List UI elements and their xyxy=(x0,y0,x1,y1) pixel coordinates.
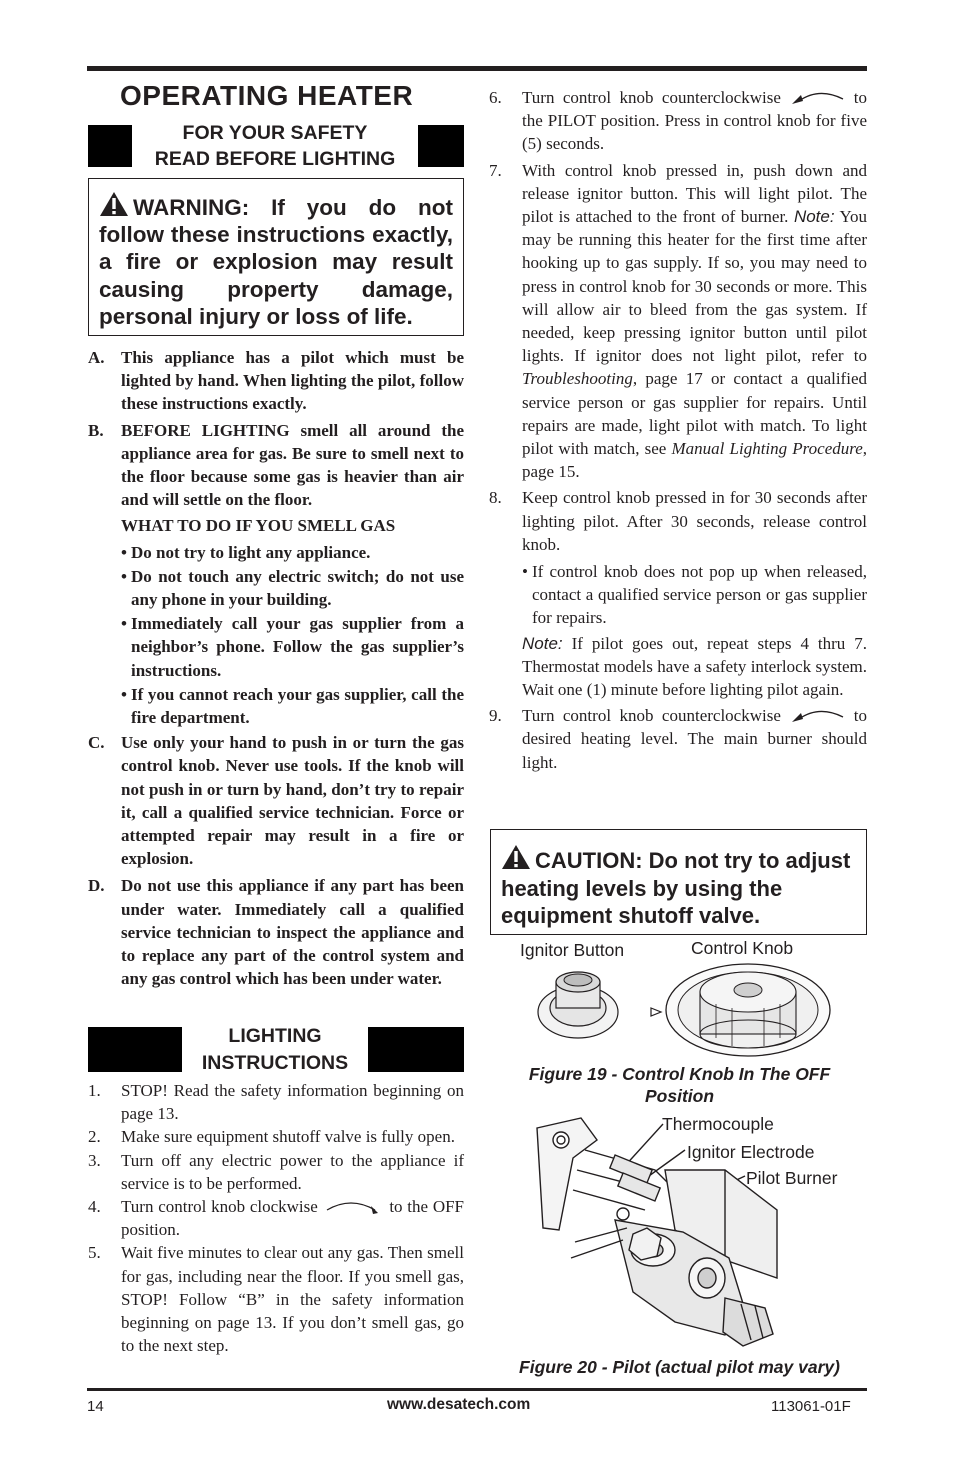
step-1: 1. STOP! Read the safety information beginning on page 13. xyxy=(88,1081,464,1124)
document-code: 113061-01F xyxy=(771,1398,851,1415)
control-knob-figure xyxy=(530,960,840,1060)
ref-manual-lighting: Manual Lighting Procedure xyxy=(671,439,863,459)
note-label: Note: xyxy=(793,207,835,227)
caution-box xyxy=(490,829,867,935)
smell-gas-heading: WHAT TO DO IF YOU SMELL GAS xyxy=(121,516,396,536)
list-item: • If you cannot reach your gas supplier, call the fire department. xyxy=(121,684,464,728)
item-text: This appliance has a pilot which must be lighted by hand. When lighting the pilot, follow these instructions exactly. xyxy=(121,348,464,414)
item-letter: B. xyxy=(88,420,104,440)
smell-gas-bullets xyxy=(88,541,464,730)
label-pilot-burner: Pilot Burner xyxy=(746,1168,838,1188)
safety-banner-line1: FOR YOUR SAFETY xyxy=(182,122,368,144)
page-number: 14 xyxy=(87,1398,104,1415)
ref-troubleshooting: Troubleshooting xyxy=(522,369,633,389)
warning-box xyxy=(88,178,464,336)
step-6: 6. Turn control knob counterclockwise to the PILOT position. Press in control knob for five (5) seconds. xyxy=(489,88,868,154)
label-control-knob: Control Knob xyxy=(691,938,794,958)
item-text: BEFORE LIGHTING smell all around the appliance area for gas. Be sure to smell next to the floor because some gas is heavier than air and will settle on the floor. xyxy=(121,420,464,510)
page-title: OPERATING HEATER xyxy=(120,80,414,111)
step-7: 7. With control knob pressed in, push down and release ignitor button. This will light pilot. The pilot is attached to the front of burner. Note: You may be running this heater for the first time after hooking up to gas supply. If so, you may need to press in control knob for 30 seconds or more. This will allow air to bleed from the gas system. If needed, keep pressing ignitor button until pilot lights. If ignitor does not light pilot, refer to Troubleshooting, page 17 or contact a qualified service person or gas supplier for repairs. Until repairs are made, light pilot with match. To light pilot with match, see Manual Lighting Procedure, page 15. xyxy=(489,160,868,482)
top-rule xyxy=(87,66,867,71)
step-4: 4. Turn control knob clockwise to the OFF position. xyxy=(88,1197,465,1240)
counterclockwise-arrow-icon xyxy=(789,89,845,109)
warning-icon xyxy=(99,191,129,217)
steps-left xyxy=(88,1079,464,1357)
lighting-banner xyxy=(88,1024,464,1074)
safety-item-a xyxy=(88,346,464,416)
item-letter: D. xyxy=(88,876,105,896)
item-text: Use only your hand to push in or turn the gas control knob. Never use tools. If the knob will not push in or turn by hand, don’t try to repair it, call a qualified service technician. Force or attempted repair may result in a fire or explosion. xyxy=(121,733,464,869)
steps-right xyxy=(489,86,867,774)
warning-icon xyxy=(501,844,531,870)
item-letter: A. xyxy=(88,348,105,367)
list-item: • Do not touch any electric switch; do not use any phone in your building. xyxy=(121,566,464,610)
clockwise-arrow-icon xyxy=(323,1198,385,1218)
step-3: 3. Turn off any electric power to the appliance if service is to be performed. xyxy=(88,1150,464,1193)
safety-banner xyxy=(88,122,464,170)
step-8-note: Note: If pilot goes out, repeat steps 4 thru 7. Thermostat models have a safety interlock system. Wait one (1) minute before lighting pilot again. xyxy=(522,633,867,700)
label-ignitor-button: Ignitor Button xyxy=(520,940,625,960)
safety-item-d xyxy=(88,874,464,990)
safety-item-b xyxy=(88,419,464,512)
caution-text: CAUTION: Do not try to adjust heating levels by using the equipment shutoff valve. xyxy=(501,848,851,928)
step-9: 9. Turn control knob counterclockwise to desired heating level. The main burner should light. xyxy=(489,706,868,772)
figure-20-caption: Figure 20 - Pilot (actual pilot may vary) xyxy=(519,1357,840,1377)
label-thermocouple: Thermocouple xyxy=(662,1114,774,1134)
lighting-banner-line1: LIGHTING xyxy=(228,1024,322,1047)
website-link[interactable]: www.desatech.com xyxy=(387,1396,531,1413)
list-item: • If control knob does not pop up when released, contact a qualified service person or gas supplier for repairs. xyxy=(522,562,867,628)
safety-item-c xyxy=(88,731,464,870)
pilot-assembly-figure xyxy=(515,1110,838,1355)
list-item: • Do not try to light any appliance. xyxy=(121,542,371,562)
step-8: 8. Keep control knob pressed in for 30 seconds after lighting pilot. After 30 seconds, release control knob. • If control knob does not pop up when released, contact a qualified service person or gas supplier for repairs. Note: If pilot goes out, repeat steps 4 thru 7. Thermostat models have a safety interlock system. Wait one (1) minute before lighting pilot again. xyxy=(489,486,867,701)
warning-text: WARNING: If you do not follow these instructions exactly, a fire or explosion may result causing property damage, personal injury or loss of life. xyxy=(99,195,453,329)
item-letter: C. xyxy=(88,733,105,753)
step-5: 5. Wait five minutes to clear out any gas. Then smell for gas, including near the floor. If you smell gas, STOP! Follow “B” in the safety information beginning on page 13. If you don’t smell gas, go to the next step. xyxy=(88,1243,464,1356)
safety-list xyxy=(88,346,464,990)
list-item: • Immediately call your gas supplier from a neighbor’s phone. Follow the gas supplier’s instructions. xyxy=(121,614,464,680)
figure-19-caption: Figure 19 - Control Knob In The OFF Position xyxy=(528,1064,831,1106)
counterclockwise-arrow-icon xyxy=(789,707,845,727)
step-2: 2. Make sure equipment shutoff valve is fully open. xyxy=(88,1127,455,1147)
safety-banner-line2: READ BEFORE LIGHTING xyxy=(154,148,396,170)
lighting-banner-line2: INSTRUCTIONS xyxy=(201,1051,349,1074)
bottom-rule xyxy=(87,1388,867,1391)
label-ignitor-electrode: Ignitor Electrode xyxy=(687,1142,815,1162)
item-text: Do not use this appliance if any part has been under water. Immediately call a qualified service technician to inspect the appliance and to replace any part of the control system and any gas control which has been under water. xyxy=(121,876,464,989)
